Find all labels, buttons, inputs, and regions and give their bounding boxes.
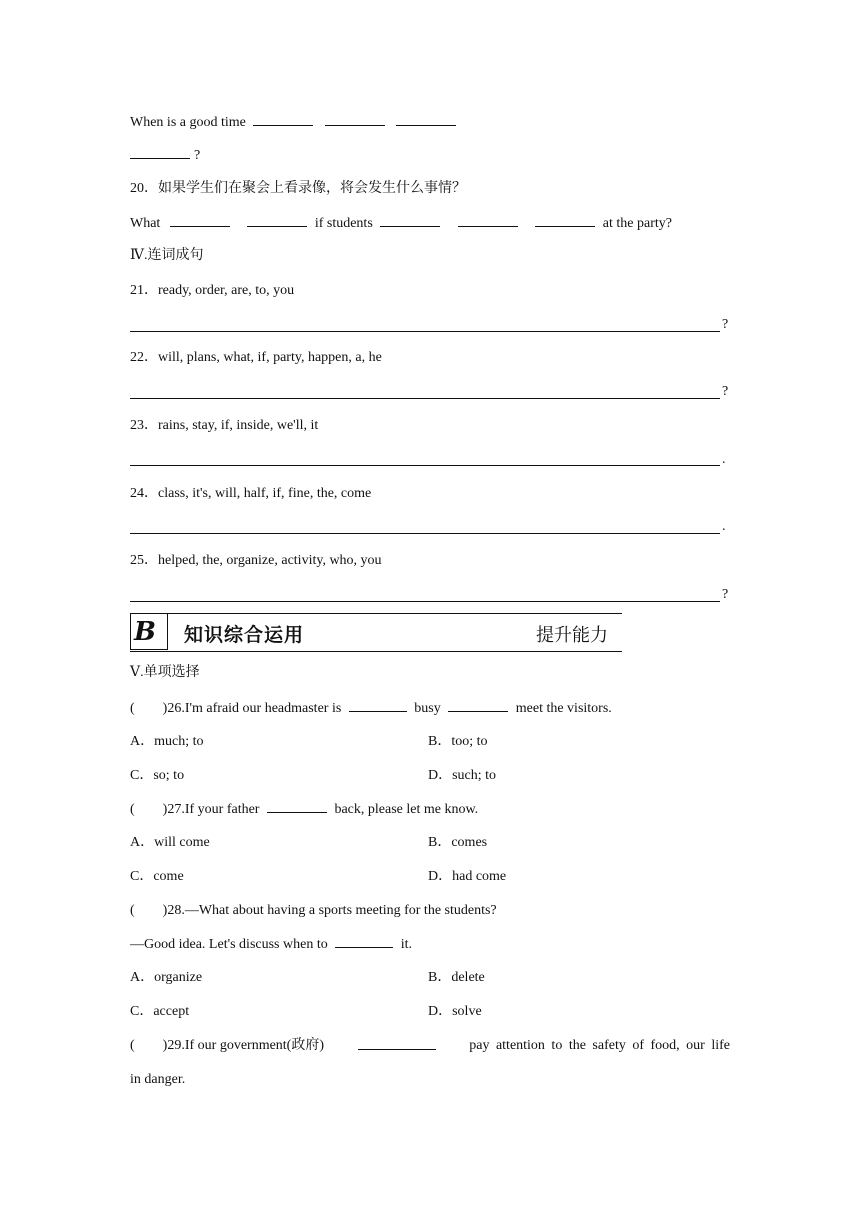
q27-option-d[interactable]: D．had come	[428, 869, 507, 884]
banner-bottom-rule	[130, 651, 622, 652]
q26-option-d[interactable]: D．such; to	[428, 768, 497, 783]
q26-stem	[130, 699, 612, 718]
q24-answer-line[interactable]	[130, 533, 720, 534]
q19-line	[130, 113, 460, 132]
q19-blank-1[interactable]	[253, 113, 313, 126]
q26-text-a: 26.I'm afraid our headmaster is	[167, 701, 342, 716]
q26-blank-1[interactable]	[349, 699, 407, 712]
q27-option-a[interactable]: A．will come	[130, 835, 210, 850]
q27-answer-paren[interactable]: ( )	[130, 802, 168, 817]
q28-stem-2	[130, 935, 412, 954]
q20-word-3: at the party?	[602, 216, 672, 231]
q26-option-b[interactable]: B．too; to	[428, 734, 488, 749]
q19-blank-4[interactable]	[130, 146, 190, 159]
q27-text-a: 27.If your father	[167, 802, 260, 817]
q20-line	[130, 214, 672, 233]
q23-prompt: 23．rains, stay, if, inside, we'll, it	[130, 418, 319, 433]
q28-stem	[130, 902, 497, 920]
q26-text-b: busy	[414, 701, 441, 716]
q27-blank-1[interactable]	[267, 800, 327, 813]
q20-blank-2[interactable]	[247, 214, 307, 227]
q22-prompt: 22．will, plans, what, if, party, happen, a, he	[130, 350, 382, 365]
section-4-title: Ⅳ.连词成句	[130, 248, 204, 263]
q25-end-mark: ?	[722, 587, 729, 602]
banner-subtitle: 提升能力	[536, 625, 608, 646]
q27-stem	[130, 800, 478, 819]
q20-word-1: What	[130, 216, 161, 231]
q21-end-mark: ?	[722, 317, 729, 332]
q28-text-line2b: it.	[400, 937, 412, 952]
banner-title: 知识综合运用	[184, 624, 305, 646]
section-banner	[130, 613, 622, 653]
q24-end-mark: .	[722, 519, 726, 534]
q20-word-2: if students	[314, 216, 373, 231]
q28-option-d[interactable]: D．solve	[428, 1004, 482, 1019]
q20-blank-1[interactable]	[170, 214, 230, 227]
q19-tail: ?	[194, 148, 201, 163]
q23-answer-line[interactable]	[130, 465, 720, 466]
q28-option-a[interactable]: A．organize	[130, 970, 203, 985]
q25-prompt: 25．helped, the, organize, activity, who, you	[130, 553, 382, 568]
q29-stem	[130, 1037, 730, 1055]
q27-text-b: back, please let me know.	[334, 802, 479, 817]
q20-blank-3[interactable]	[380, 214, 440, 227]
q29-text-a: 29.If our government(政府)	[167, 1038, 325, 1053]
q29-answer-paren[interactable]: ( )	[130, 1038, 168, 1053]
banner-top-rule	[168, 613, 622, 614]
banner-logo: B	[134, 617, 156, 647]
q29-text-c: in danger.	[130, 1072, 186, 1087]
q22-end-mark: ?	[722, 384, 729, 399]
q19-blank-2[interactable]	[325, 113, 385, 126]
q28-blank-1[interactable]	[335, 935, 393, 948]
q29-text-b: pay attention to the safety of food, our life	[469, 1038, 730, 1053]
q21-answer-line[interactable]	[130, 331, 720, 332]
q19-line-2	[130, 146, 200, 165]
q22-answer-line[interactable]	[130, 398, 720, 399]
q28-option-c[interactable]: C．accept	[130, 1004, 190, 1019]
q26-answer-paren[interactable]: ( )	[130, 701, 168, 716]
q28-text-a: 28.—What about having a sports meeting for the students?	[167, 903, 497, 918]
q21-prompt: 21．ready, order, are, to, you	[130, 283, 295, 298]
q26-text-c: meet the visitors.	[515, 701, 612, 716]
q27-option-b[interactable]: B．comes	[428, 835, 488, 850]
q27-option-c[interactable]: C．come	[130, 869, 184, 884]
q20-blank-5[interactable]	[535, 214, 595, 227]
q25-answer-line[interactable]	[130, 601, 720, 602]
q26-option-c[interactable]: C．so; to	[130, 768, 185, 783]
section-5-title: Ⅴ.单项选择	[130, 665, 200, 680]
q20-blank-4[interactable]	[458, 214, 518, 227]
q19-blank-3[interactable]	[396, 113, 456, 126]
q28-answer-paren[interactable]: ( )	[130, 903, 168, 918]
q28-option-b[interactable]: B．delete	[428, 970, 485, 985]
q24-prompt: 24．class, it's, will, half, if, fine, the, come	[130, 486, 372, 501]
q26-option-a[interactable]: A．much; to	[130, 734, 204, 749]
q26-blank-2[interactable]	[448, 699, 508, 712]
q29-blank-1[interactable]	[358, 1037, 436, 1050]
q20-prompt: 20．如果学生们在聚会上看录像，将会发生什么事情？	[130, 181, 466, 196]
q23-end-mark: .	[722, 452, 726, 467]
q28-text-line2a: —Good idea. Let's discuss when to	[130, 937, 328, 952]
q19-lead: When is a good time	[130, 115, 246, 130]
